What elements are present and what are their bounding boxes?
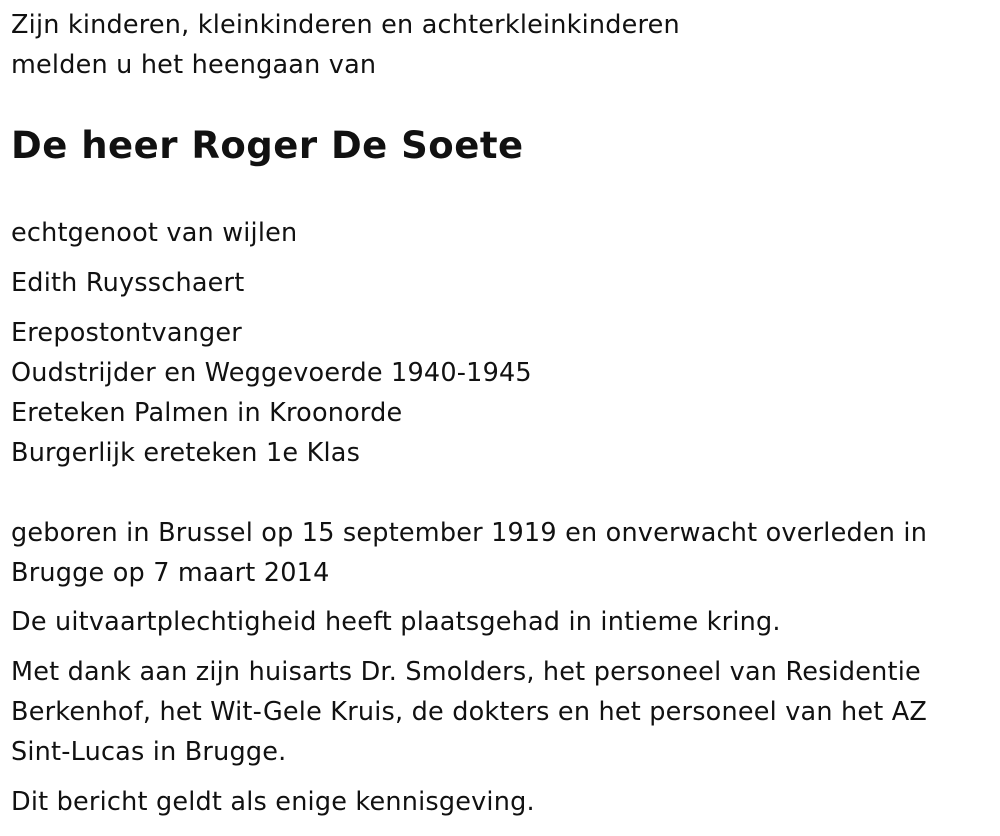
thanks-line-1: Met dank aan zijn huisarts Dr. Smolders, het personeel van Residentie (11, 657, 921, 687)
deceased-name: De heer Roger De Soete (11, 124, 524, 167)
thanks-line-3: Sint-Lucas in Brugge. (11, 737, 287, 767)
spouse-label: echtgenoot van wijlen (11, 218, 298, 248)
honor-item: Burgerlijk ereteken 1e Klas (11, 438, 361, 468)
honor-item: Ereteken Palmen in Kroonorde (11, 398, 403, 428)
birth-death-line-2: Brugge op 7 maart 2014 (11, 558, 330, 588)
honor-item: Oudstrijder en Weggevoerde 1940-1945 (11, 358, 532, 388)
birth-death-line-1: geboren in Brussel op 15 september 1919 en onverwacht overleden in (11, 518, 928, 548)
intro-text (11, 5, 680, 85)
honors-list (11, 313, 532, 473)
funeral-text: De uitvaartplechtigheid heeft plaatsgehad in intieme kring. (11, 607, 781, 637)
birth-death-text (11, 513, 927, 593)
closing-notice: Dit bericht geldt als enige kennisgeving. (11, 787, 535, 817)
honor-item: Erepostontvanger (11, 318, 242, 348)
intro-line-2: melden u het heengaan van (11, 50, 377, 80)
thanks-text (11, 652, 927, 772)
thanks-line-2: Berkenhof, het Wit-Gele Kruis, de dokters en het personeel van het AZ (11, 697, 928, 727)
spouse-name: Edith Ruysschaert (11, 268, 245, 298)
intro-line-1: Zijn kinderen, kleinkinderen en achterkleinkinderen (11, 10, 680, 40)
